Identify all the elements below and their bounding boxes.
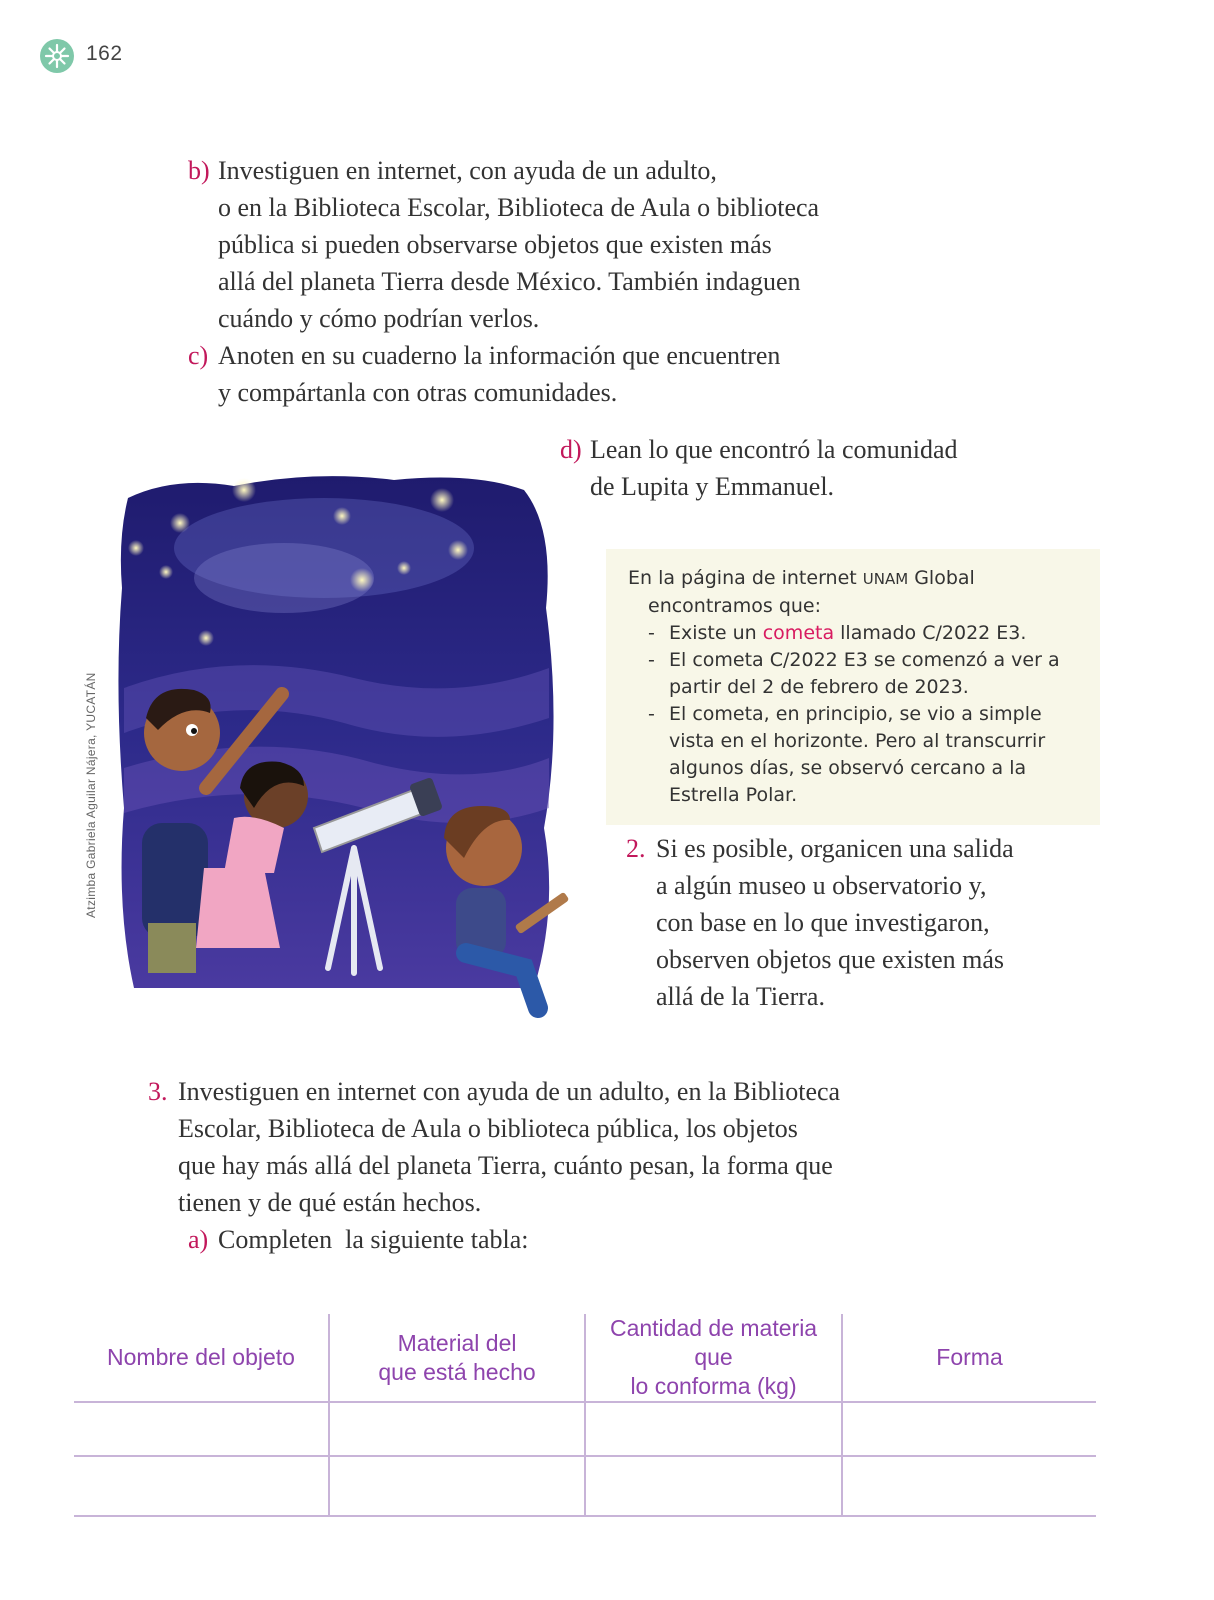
text-line: Investiguen en internet con ayuda de un adulto, en la Biblioteca xyxy=(178,1077,841,1106)
table-header-row xyxy=(74,1314,1096,1402)
table-cell[interactable] xyxy=(585,1402,842,1456)
sparkle-icon xyxy=(40,39,74,73)
text-line: Si es posible, organicen una salida xyxy=(656,834,1014,863)
activity-1c xyxy=(188,337,780,411)
table-cell[interactable] xyxy=(842,1402,1096,1456)
column-header-shape: Forma xyxy=(842,1314,1096,1402)
text-line: observen objetos que existen más xyxy=(656,945,1005,974)
table-cell[interactable] xyxy=(329,1402,585,1456)
text-line: Completen la siguiente tabla: xyxy=(218,1225,529,1254)
note-bullet: - El cometa C/2022 E3 se comenzó a ver a partir del 2 de febrero de 2023. xyxy=(648,647,1080,701)
text-line: con base en lo que investigaron, xyxy=(656,908,990,937)
table-cell[interactable] xyxy=(329,1456,585,1516)
text-line: Escolar, Biblioteca de Aula o biblioteca pública, los objetos xyxy=(178,1114,798,1143)
table-row xyxy=(74,1456,1096,1516)
activity-1b xyxy=(188,152,819,337)
text-line: o en la Biblioteca Escolar, Biblioteca de Aula o biblioteca xyxy=(218,193,820,222)
note-line: encontramos que: xyxy=(648,595,822,617)
text-line: allá del planeta Tierra desde México. También indaguen xyxy=(218,267,801,296)
objects-table xyxy=(74,1314,1096,1517)
text-line: allá de la Tierra. xyxy=(656,982,825,1011)
research-note-box xyxy=(606,549,1100,825)
note-list xyxy=(628,620,1080,809)
text-line: Investiguen en internet, con ayuda de un adulto, xyxy=(218,156,717,185)
stargazing-illustration xyxy=(114,468,588,1058)
item-label: 3. xyxy=(148,1077,168,1106)
item-label: 2. xyxy=(626,834,646,863)
item-label: a) xyxy=(188,1225,209,1254)
text-line: a algún museo u observatorio y, xyxy=(656,871,987,900)
table-row xyxy=(74,1402,1096,1456)
text-line: pública si pueden observarse objetos que existen más xyxy=(218,230,772,259)
item-label: d) xyxy=(560,435,582,464)
text-line: y compártanla con otras comunidades. xyxy=(218,378,618,407)
page-badge-icon xyxy=(40,39,74,73)
note-bullet: - El cometa, en principio, se vio a simple vista en el horizonte. Pero al transcurrir algunos días, se observó cercano a la Estrella Polar. xyxy=(648,701,1080,809)
column-header-mass: Cantidad de materia que lo conforma (kg) xyxy=(585,1314,842,1402)
activity-3a xyxy=(188,1221,528,1258)
column-header-name: Nombre del objeto xyxy=(74,1314,329,1402)
text-line: que hay más allá del planeta Tierra, cuánto pesan, la forma que xyxy=(178,1151,833,1180)
activity-3 xyxy=(148,1073,840,1221)
note-bullet: - Existe un cometa llamado C/2022 E3. xyxy=(648,620,1080,647)
activity-1d xyxy=(560,431,957,505)
text-line: tienen y de qué están hechos. xyxy=(178,1188,482,1217)
illustration-credit: Atzimba Gabriela Aguilar Nájera, YUCATÁN xyxy=(84,672,98,918)
text-line: cuándo y cómo podrían verlos. xyxy=(218,304,540,333)
page-number: 162 xyxy=(86,42,123,65)
item-label: c) xyxy=(188,341,209,370)
text-line: de Lupita y Emmanuel. xyxy=(590,472,835,501)
column-header-material: Material del que está hecho xyxy=(329,1314,585,1402)
table-cell[interactable] xyxy=(74,1402,329,1456)
table-cell[interactable] xyxy=(74,1456,329,1516)
note-line: En la página de internet UNAM Global xyxy=(628,567,975,589)
activity-2 xyxy=(626,830,1014,1015)
text-line: Anoten en su cuaderno la información que encuentren xyxy=(218,341,781,370)
text-line: Lean lo que encontró la comunidad xyxy=(590,435,958,464)
table-cell[interactable] xyxy=(842,1456,1096,1516)
table-cell[interactable] xyxy=(585,1456,842,1516)
item-label: b) xyxy=(188,156,210,185)
